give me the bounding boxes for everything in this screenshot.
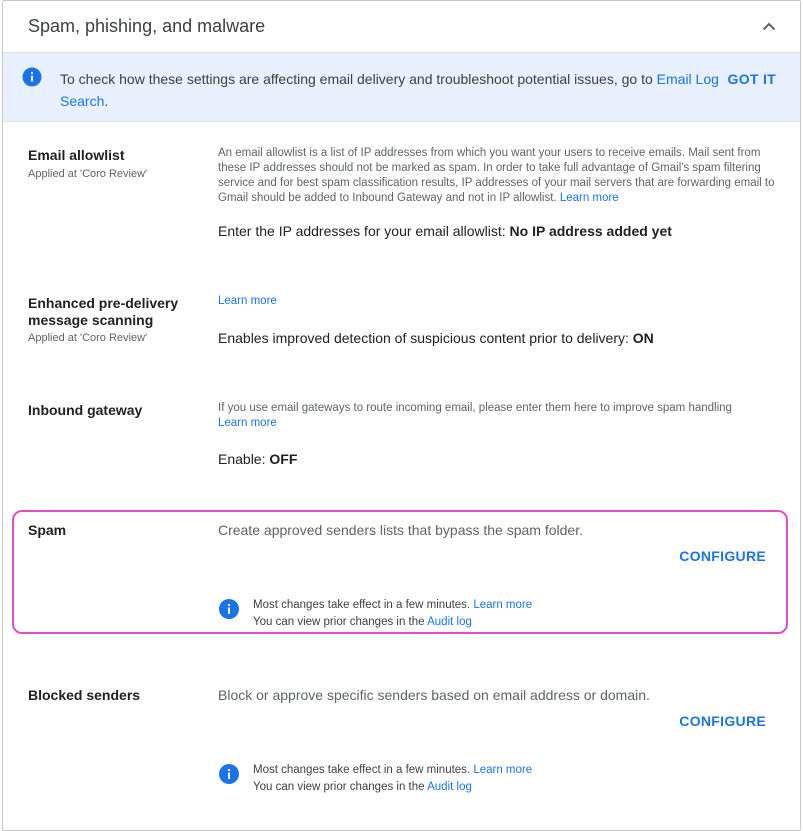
pre-delivery-applied: Applied at 'Coro Review' (28, 332, 148, 344)
pre-delivery-setting[interactable] (218, 330, 654, 346)
banner-suffix: . (104, 93, 109, 109)
email-allowlist-description-text: An email allowlist is a list of IP addresses from which you want your users to receive emails. Mail sent from these IP addresses should not be marked as spam. In order to take full advantage of Gmail's spam filtering service and for best spam classification results, IP addresses of your mail servers that are forwarding email to Gmail should be added to Inbound Gateway and not in IP allowlist. (218, 147, 775, 204)
spam-configure-button[interactable]: CONFIGURE (679, 548, 766, 564)
spam-note-line1: Most changes take effect in a few minutes. (253, 599, 474, 611)
spam-audit-log-link[interactable]: Audit log (427, 616, 472, 628)
blocked-senders-learn-more-link[interactable]: Learn more (473, 764, 533, 776)
pre-delivery-title: Enhanced pre-delivery message scanning (28, 295, 179, 328)
got-it-button[interactable]: GOT IT (727, 71, 776, 87)
blocked-senders-audit-log-link[interactable]: Audit log (427, 781, 472, 793)
blocked-senders-note-line2: You can view prior changes in the (253, 781, 428, 793)
spam-learn-more-link[interactable]: Learn more (473, 599, 533, 611)
pre-delivery-description (218, 294, 778, 309)
email-log-search-link[interactable]: Email Log Search (60, 71, 719, 109)
blocked-senders-title: Blocked senders (28, 687, 141, 703)
spam-note-line2: You can view prior changes in the (253, 616, 428, 628)
email-allowlist-learn-more-link[interactable]: Learn more (559, 192, 619, 204)
inbound-gateway-setting-label: Enable: (218, 451, 270, 467)
blocked-senders-note-line1: Most changes take effect in a few minutes. (253, 764, 474, 776)
pre-delivery-setting-label: Enables improved detection of suspicious content prior to delivery: (218, 330, 633, 346)
email-allowlist-setting-label: Enter the IP addresses for your email allowlist: (218, 223, 510, 239)
info-icon (219, 764, 239, 789)
info-icon (22, 67, 42, 92)
email-allowlist-applied: Applied at 'Coro Review' (28, 168, 148, 180)
blocked-senders-configure-button[interactable]: CONFIGURE (679, 713, 766, 729)
email-allowlist-description (218, 146, 778, 206)
pre-delivery-setting-value: ON (632, 330, 654, 346)
spam-title: Spam (28, 522, 67, 538)
panel-title: Spam, phishing, and malware (28, 16, 266, 36)
banner-text (60, 68, 720, 112)
blocked-senders-description: Block or approve specific senders based on email address or domain. (218, 687, 650, 703)
spam-note-lines (253, 597, 653, 631)
inbound-gateway-description-text: If you use email gateways to route incoming email, please enter them here to improve spam handling (218, 402, 732, 414)
inbound-gateway-setting-value: OFF (269, 451, 298, 467)
inbound-gateway-description (218, 401, 778, 431)
pre-delivery-learn-more-link[interactable]: Learn more (218, 295, 277, 307)
inbound-gateway-title: Inbound gateway (28, 402, 143, 418)
inbound-gateway-setting[interactable] (218, 451, 297, 467)
inbound-gateway-learn-more-link[interactable]: Learn more (218, 417, 277, 429)
settings-panel (2, 0, 801, 831)
panel-header[interactable] (3, 1, 800, 53)
banner-message: To check how these settings are affecting email delivery and troubleshoot potential issues, go to (60, 71, 657, 87)
info-banner (3, 53, 800, 122)
blocked-senders-note-lines (253, 762, 653, 796)
email-allowlist-setting-value: No IP address added yet (509, 223, 672, 239)
info-icon (219, 599, 239, 624)
chevron-up-icon[interactable] (760, 18, 778, 36)
spam-description: Create approved senders lists that bypass the spam folder. (218, 522, 583, 538)
email-allowlist-setting[interactable] (218, 223, 672, 239)
email-allowlist-title: Email allowlist (28, 147, 125, 163)
